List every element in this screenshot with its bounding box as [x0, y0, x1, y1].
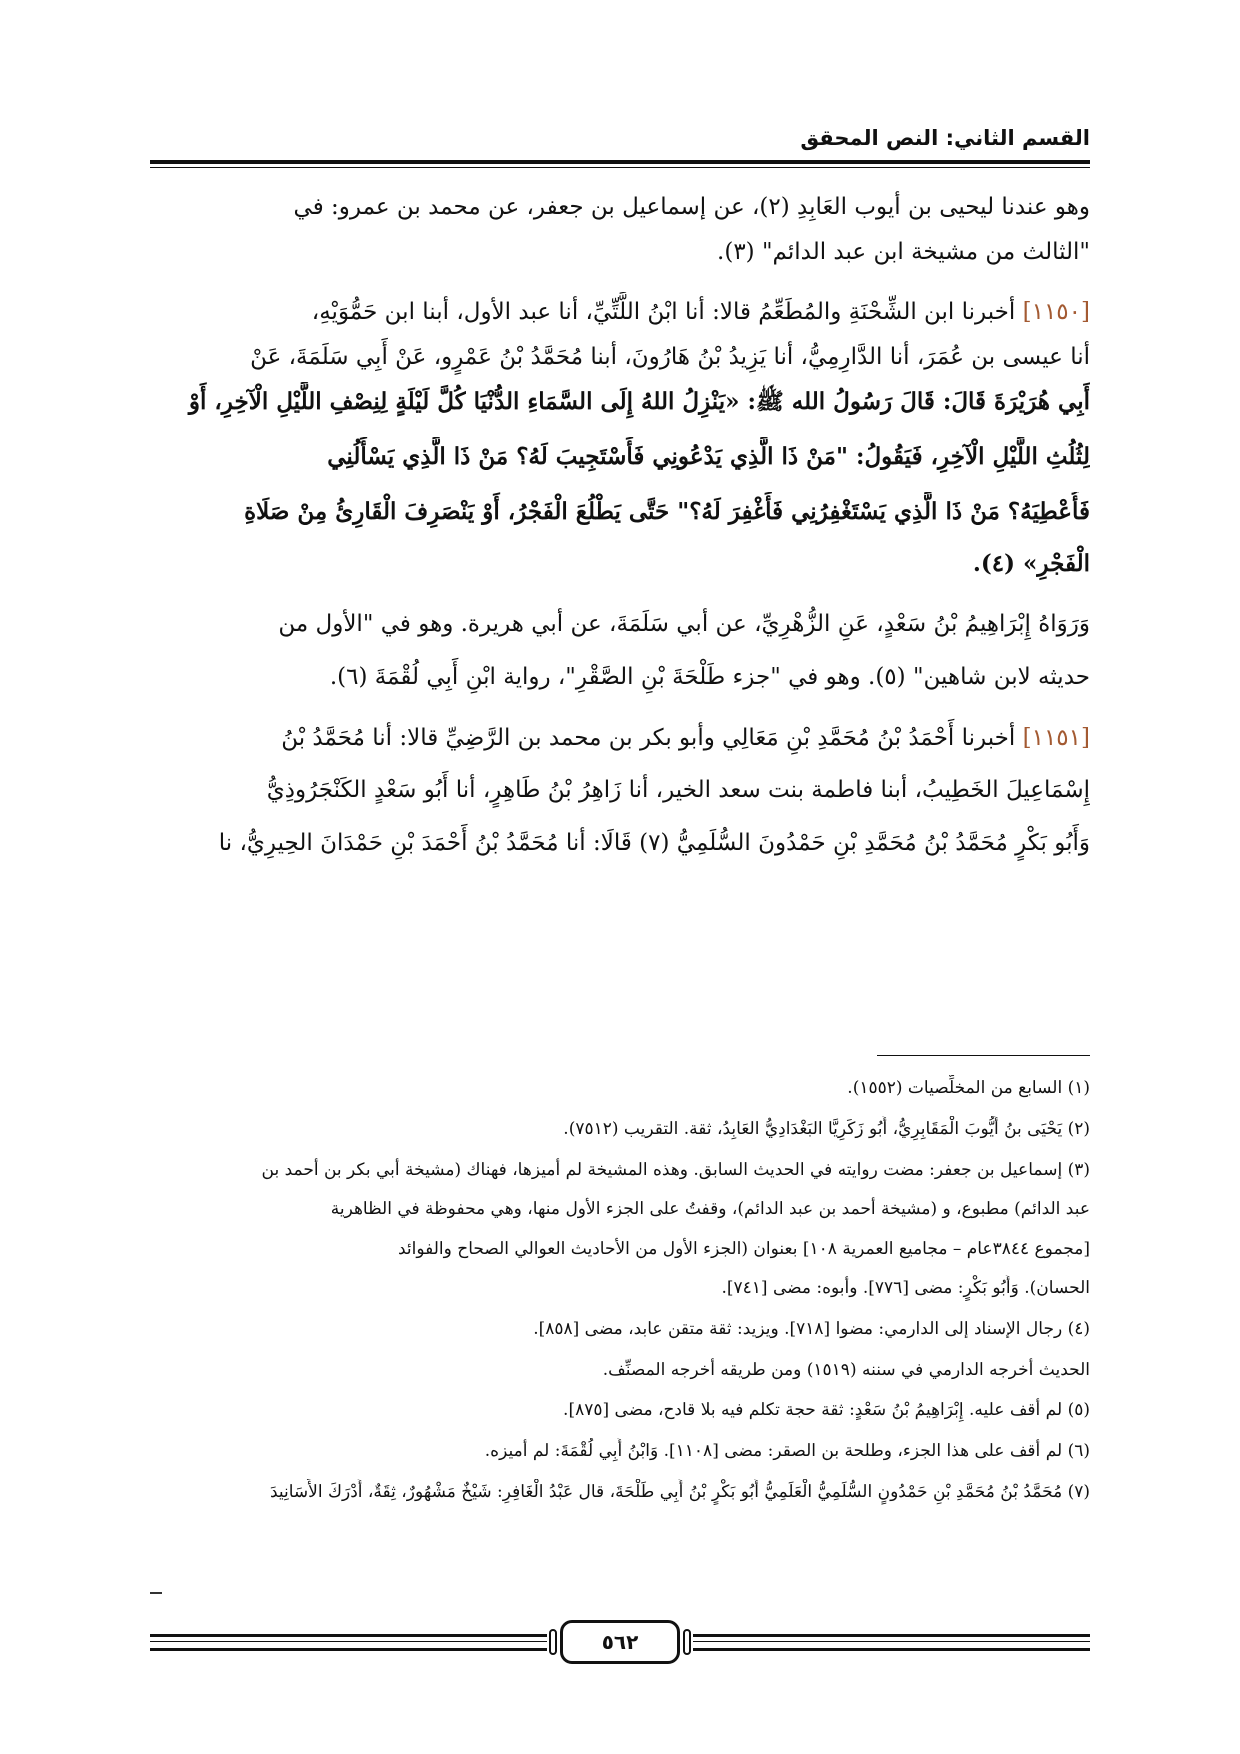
body-line: وَأَبُو بَكْرٍ مُحَمَّدُ بْنُ مُحَمَّدِ بْنِ حَمْدُونَ السُّلَمِيُّ (٧) قَالَا: أنا مُحَمَّدُ بْنُ أَحْمَدَ بْنِ حَمْدَانَ الحِيرِيُّ، نا: [218, 830, 1090, 856]
body-line: [150, 718, 1090, 758]
body-line-text: أخبرنا أَحْمَدُ بْنُ مُحَمَّدِ بْنِ مَعَالِي وأبو بكر بن محمد بن الرَّضِيِّ قالا: أنا مُحَمَّدُ بْنُ: [281, 725, 1016, 751]
footnote: (٧) مُحَمَّدُ بْنُ مُحَمَّدِ بْنِ حَمْدُونٍ السُّلَمِيُّ الْعَلَمِيُّ أَبُو بَكْرٍ بْنُ أَبِي طَلْحَةَ، قال عَبْدُ الْغَافِرِ: شَيْخٌ مَشْهُورٌ، ثِقَةٌ، أَدْرَكَ الأَسَانِيدَ: [269, 1482, 1090, 1502]
footer-rule: [150, 1648, 547, 1651]
running-head: القسم الثاني: النص المحقق: [800, 126, 1090, 150]
footnote: (٥) لم أقف عليه. إِبْرَاهِيمُ بْنُ سَعْدٍ: ثقة حجة تكلم فيه بلا قادح، مضى [٨٧٥].: [563, 1400, 1090, 1420]
footnote-continuation: عبد الدائم) مطبوع، و (مشيخة أحمد بن عبد الدائم)، وقفتُ على الجزء الأول منها، وهي محفوظة في الظاهرية: [330, 1199, 1090, 1219]
body-line: فَأُعْطِيَهُ؟ مَنْ ذَا الَّذِي يَسْتَغْفِرُنِي فَأَغْفِرَ لَهُ؟" حَتَّى يَطْلُعَ الْفَجْرُ، أَوْ يَنْصَرِفَ الْقَارِئُ مِنْ صَلَاةِ: [244, 498, 1090, 525]
footnote-separator: [877, 1055, 1090, 1056]
body-line: أنا عيسى بن عُمَرَ، أنا الدَّارِمِيُّ، أنا يَزِيدُ بْنُ هَارُونَ، أبنا مُحَمَّدُ بْنُ عَمْرٍو، عَنْ أَبِي سَلَمَةَ، عَنْ: [250, 344, 1090, 370]
footnote-continuation: الحديث أخرجه الدارمي في سننه (١٥١٩) ومن طريقه أخرجه المصنِّف.: [602, 1360, 1090, 1380]
body-line: وهو عندنا ليحيى بن أيوب العَابِدِ (٢)، عن إسماعيل بن جعفر، عن محمد بن عمرو: في: [293, 194, 1090, 220]
footer-rule: [150, 1641, 547, 1642]
footnote: (٢) يَحْيَى بنُ أَيُّوبَ الْمَقَابِرِيُّ، أَبُو زَكَرِيَّا البَغْدَادِيُّ العَابِدُ، ثقة. التقريب (٧٥١٢).: [563, 1119, 1090, 1139]
body-line: الْفَجْرِ» (٤).: [972, 550, 1090, 577]
footnote-continuation-mark: [150, 1592, 162, 1594]
footnote-continuation: [مجموع ٣٨٤٤عام – مجاميع العمرية ١٠٨] بعنوان (الجزء الأول من الأحاديث العوالي الصحاح والفوائد: [397, 1239, 1090, 1259]
footer-rule: [693, 1641, 1090, 1642]
body-line: حديثه لابن شاهين" (٥). وهو في "جزء طَلْحَةَ بْنِ الصَّقْرِ"، رواية ابْنِ أَبِي لُقْمَةَ (٦).: [329, 664, 1090, 690]
hadith-number: [١١٥٠]: [1022, 299, 1090, 325]
footnote: (٤) رجال الإسناد إلى الدارمي: مضوا [٧١٨]. ويزيد: ثقة متقن عابد، مضى [٨٥٨].: [533, 1319, 1090, 1339]
footnote: (١) السابع من المخلِّصيات (١٥٥٢).: [847, 1078, 1090, 1098]
footer-rule: [693, 1634, 1090, 1637]
page-number: ٥٦٢: [560, 1620, 680, 1664]
header-rule: [150, 160, 1090, 164]
footer-rule: [150, 1634, 547, 1637]
hadith-number: [١١٥١]: [1022, 725, 1090, 751]
footnote: (٦) لم أقف على هذا الجزء، وطلحة بن الصقر: مضى [١١٠٨]. وَابْنُ أَبِي لُقْمَةَ: لم أميزه.: [484, 1441, 1090, 1461]
body-line: أَبِي هُرَيْرَةَ قَالَ: قَالَ رَسُولُ الله ﷺ: «يَنْزِلُ اللهُ إِلَى السَّمَاءِ الدُّنْيَا كُلَّ لَيْلَةٍ لِنِصْفِ اللَّيْلِ الْآخِرِ، أَوْ: [188, 388, 1090, 415]
body-line: إِسْمَاعِيلَ الخَطِيبُ، أبنا فاطمة بنت سعد الخير، أنا زَاهِرُ بْنُ طَاهِرٍ، أنا أَبُو سَعْدٍ الكَنْجَرُوذِيُّ: [266, 777, 1090, 803]
footer-rule: [693, 1648, 1090, 1651]
footnote: (٣) إسماعيل بن جعفر: مضت روايته في الحديث السابق. وهذه المشيخة لم أميزها، فهناك (مشيخة أبي بكر بن أحمد بن: [261, 1160, 1090, 1180]
body-line: [150, 292, 1090, 332]
body-line: وَرَوَاهُ إِبْرَاهِيمُ بْنُ سَعْدٍ، عَنِ الزُّهْرِيِّ، عن أبي سَلَمَةَ، عن أبي هريرة. وهو في "الأول من: [278, 611, 1090, 637]
body-line-text: أخبرنا ابن الشِّحْنَةِ والمُطَعِّمُ قالا: أنا ابْنُ اللَّتِّيِّ، أنا عبد الأول، أبنا ابن حَمُّوَيْهِ،: [311, 299, 1016, 325]
body-line: لِثُلُثِ اللَّيْلِ الْآخِرِ، فَيَقُولُ: "مَنْ ذَا الَّذِي يَدْعُونِي فَأَسْتَجِيبَ لَهُ؟ مَنْ ذَا الَّذِي يَسْأَلُنِي: [327, 443, 1090, 470]
body-line: "الثالث من مشيخة ابن عبد الدائم" (٣).: [717, 239, 1090, 265]
header-rule: [150, 167, 1090, 168]
footnote-continuation: الحسان). وَأَبُو بَكْرٍ: مضى [٧٧٦]. وأبوه: مضى [٧٤١].: [721, 1278, 1090, 1298]
